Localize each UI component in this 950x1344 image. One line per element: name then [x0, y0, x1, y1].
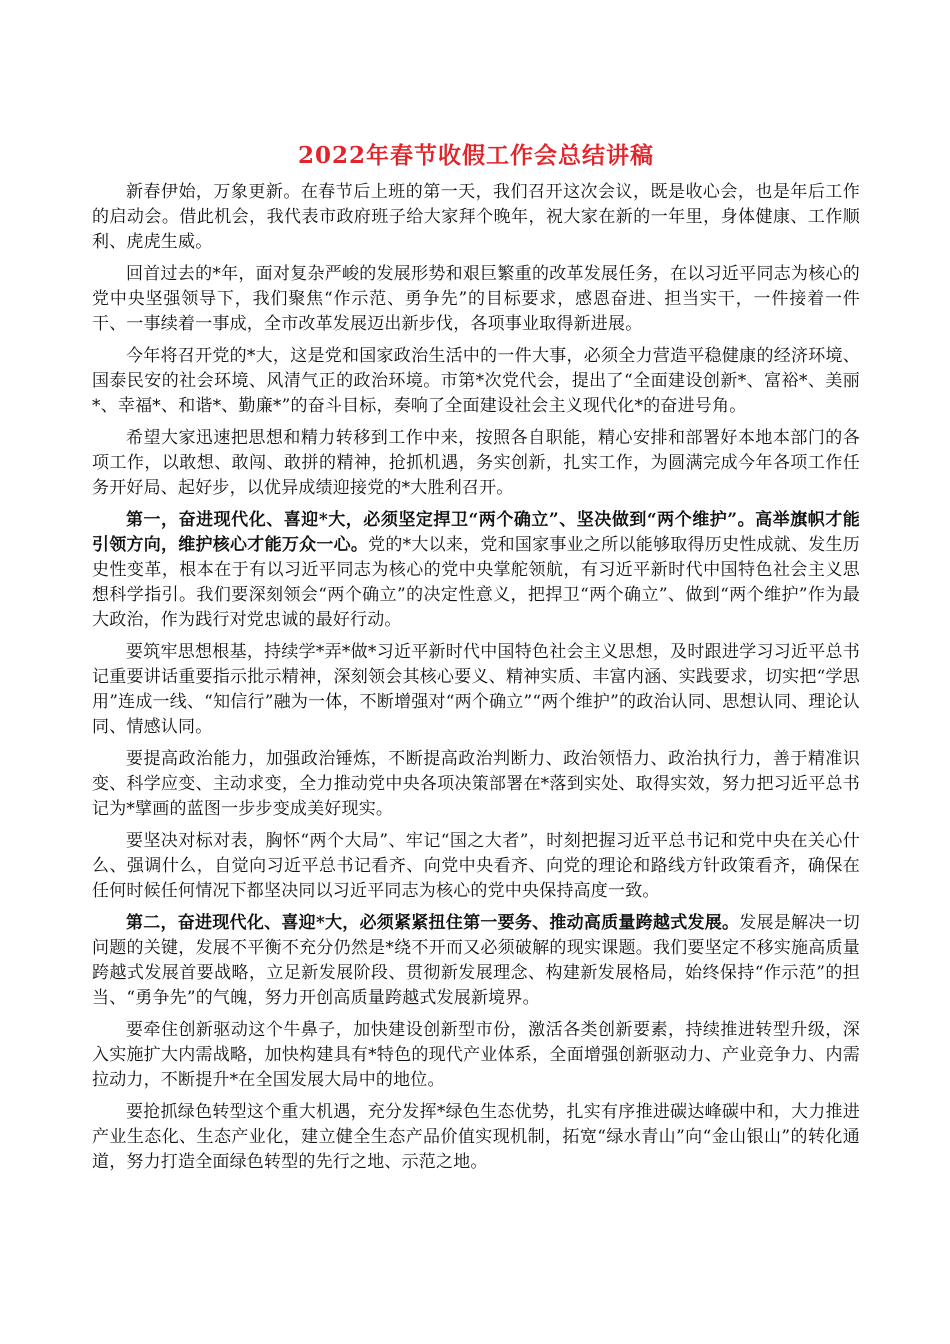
paragraph-text: 回首过去的*年，面对复杂严峻的发展形势和艰巨繁重的改革发展任务，在以习近平同志为核心的党中央坚强领导下，我们聚焦“作示范、勇争先”的目标要求，感恩奋进、担当实干，一件接着一件干、一事续着一事成，全市改革发展迈出新步伐，各项事业取得新进展。: [92, 264, 860, 334]
paragraph-text: 要牵住创新驱动这个牛鼻子，加快建设创新型市份，激活各类创新要素，持续推进转型升级，深入实施扩大内需战略，加快构建具有*特色的现代产业体系，全面增强创新驱动力、产业竞争力、内需拉动力，不断提升*在全国发展大局中的地位。: [92, 1020, 860, 1090]
paragraph-11: [92, 1100, 860, 1175]
paragraph-text: 希望大家迅速把思想和精力转移到工作中来，按照各自职能，精心安排和部署好本地本部门的各项工作，以敢想、敢闯、敢拼的精神，抢抓机遇，务实创新，扎实工作，为圆满完成今年各项工作任务开好局、起好步，以优异成绩迎接党的*大胜利召开。: [92, 428, 860, 498]
paragraph-5-section-one: [92, 508, 860, 633]
paragraph-4: [92, 426, 860, 501]
paragraph-2: [92, 262, 860, 337]
document-body: [92, 140, 860, 1182]
paragraph-text: 要抢抓绿色转型这个重大机遇，充分发挥*绿色生态优势，扎实有序推进碳达峰碳中和，大力推进产业生态化、生态产业化，建立健全生态产品价值实现机制，拓宽“绿水青山”向“金山银山”的转化通道，努力打造全面绿色转型的先行之地、示范之地。: [92, 1102, 860, 1172]
paragraph-text: 发展是解决一切问题的关键，发展不平衡不充分仍然是*绕不开而又必须破解的现实课题。我们要坚定不移实施高质量跨越式发展首要战略，立足新发展阶段、贯彻新发展理念、构建新发展格局，始终保持“作示范”的担当、“勇争先”的气魄，努力开创高质量跨越式发展新境界。: [92, 913, 860, 1008]
paragraph-text: 要提高政治能力，加强政治锤炼，不断提高政治判断力、政治领悟力、政治执行力，善于精准识变、科学应变、主动求变，全力推动党中央各项决策部署在*落到实处、取得实效，努力把习近平总书记为*擘画的蓝图一步步变成美好现实。: [92, 749, 860, 819]
paragraph-3: [92, 344, 860, 419]
document-title: 2022年春节收假工作会总结讲稿: [297, 142, 654, 169]
paragraph-1: [92, 180, 860, 255]
paragraph-7: [92, 747, 860, 822]
paragraph-9-section-two: [92, 911, 860, 1011]
section-heading-one: 第一，奋进现代化、喜迎*大，必须坚定捍卫“两个确立”、坚决做到“两个维护”。高举旗帜才能引领方向，维护核心才能万众一心。: [92, 510, 860, 555]
paragraph-text: 新春伊始，万象更新。在春节后上班的第一天，我们召开这次会议，既是收心会，也是年后工作的启动会。借此机会，我代表市政府班子给大家拜个晚年，祝大家在新的一年里，身体健康、工作顺利、虎虎生威。: [92, 182, 860, 252]
paragraph-6: [92, 640, 860, 740]
paragraph-8: [92, 829, 860, 904]
paragraph-10: [92, 1018, 860, 1093]
paragraph-text: 党的*大以来，党和国家事业之所以能够取得历史性成就、发生历史性变革，根本在于有以习近平同志为核心的党中央掌舵领航，有习近平新时代中国特色社会主义思想科学指引。我们要深刻领会“两个确立”的决定性意义，把捍卫“两个确立”、做到“两个维护”作为最大政治，作为践行对党忠诚的最好行动。: [92, 535, 860, 630]
section-heading-two: 第二，奋进现代化、喜迎*大，必须紧紧扭住第一要务、推动高质量跨越式发展。: [126, 913, 740, 933]
paragraph-text: 要坚决对标对表，胸怀“两个大局”、牢记“国之大者”，时刻把握习近平总书记和党中央在关心什么、强调什么，自觉向习近平总书记看齐、向党中央看齐、向党的理论和路线方针政策看齐，确保在任何时候任何情况下都坚决同以习近平同志为核心的党中央保持高度一致。: [92, 831, 860, 901]
paragraph-text: 要筑牢思想根基，持续学*弄*做*习近平新时代中国特色社会主义思想，及时跟进学习习近平总书记重要讲话重要指示批示精神，深刻领会其核心要义、精神实质、丰富内涵、实践要求，切实把“学思用”连成一线、“知信行”融为一体，不断增强对“两个确立”“两个维护”的政治认同、思想认同、理论认同、情感认同。: [92, 642, 860, 737]
paragraph-text: 今年将召开党的*大，这是党和国家政治生活中的一件大事，必须全力营造平稳健康的经济环境、国泰民安的社会环境、风清气正的政治环境。市第*次党代会，提出了“全面建设创新*、富裕*、美丽*、幸福*、和谐*、勤廉*”的奋斗目标，奏响了全面建设社会主义现代化*的奋进号角。: [92, 346, 860, 416]
